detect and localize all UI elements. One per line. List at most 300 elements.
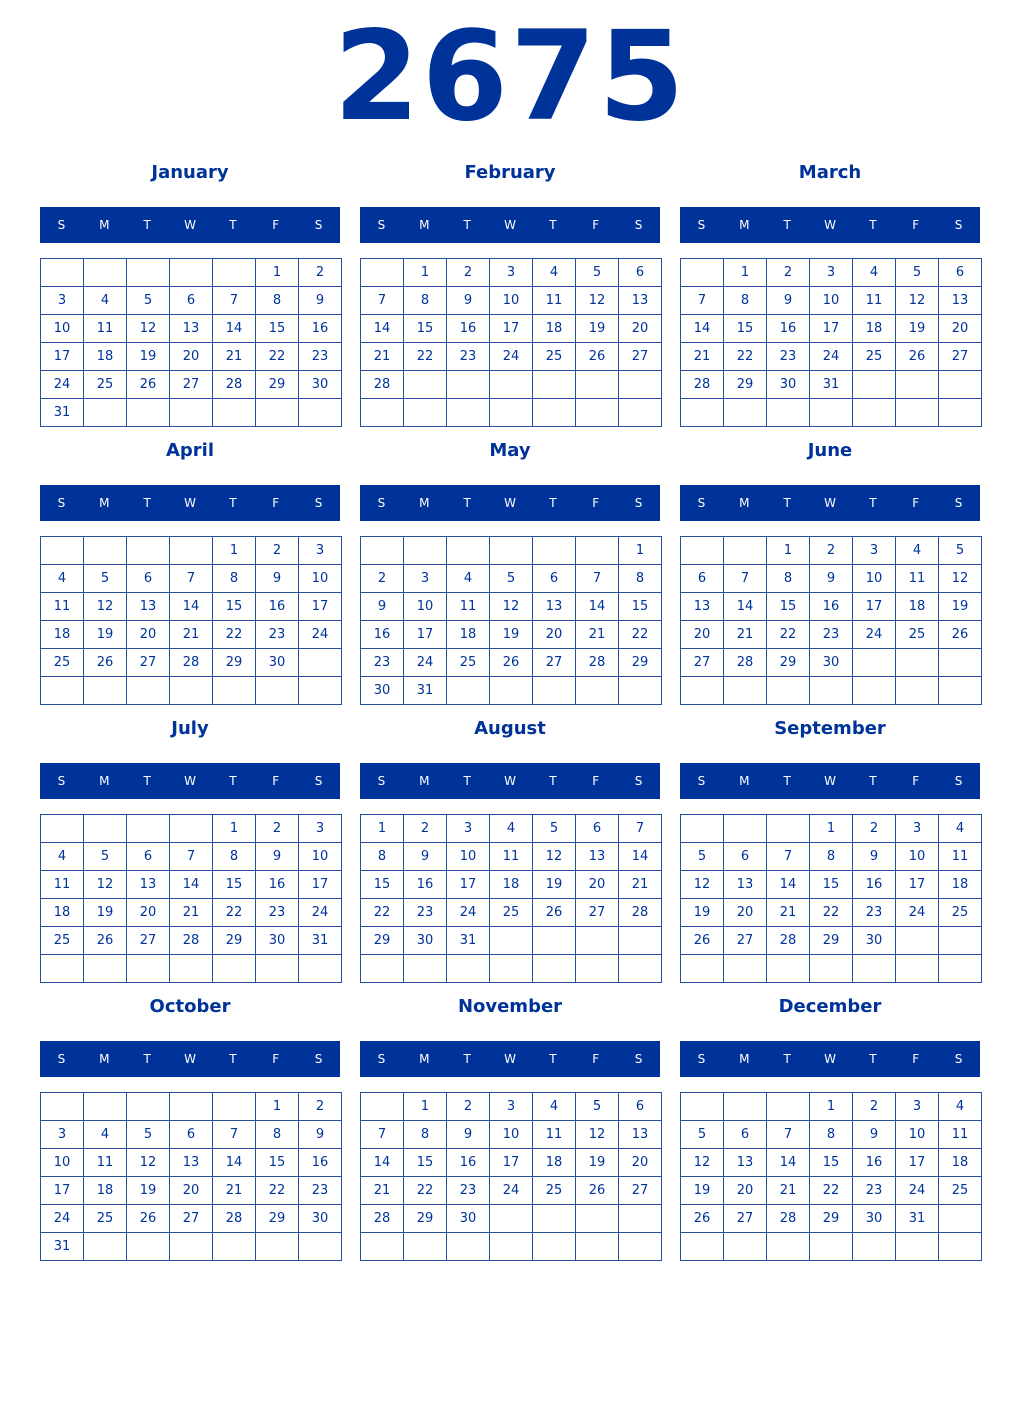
- day-cell: 18: [939, 871, 982, 899]
- weekday-label: W: [824, 774, 836, 788]
- month-name: March: [798, 162, 862, 183]
- weekday-label: S: [697, 496, 706, 510]
- day-cell: 21: [361, 1177, 404, 1205]
- day-cell: 16: [404, 871, 447, 899]
- day-cell: 5: [127, 1121, 170, 1149]
- day-cell: 2: [256, 815, 299, 843]
- week-row: [41, 593, 342, 621]
- day-cell: [213, 955, 256, 983]
- day-cell: 8: [810, 1121, 853, 1149]
- day-cell: 24: [404, 649, 447, 677]
- day-cell: 25: [853, 343, 896, 371]
- day-cell: 15: [404, 315, 447, 343]
- day-cell: [213, 1093, 256, 1121]
- day-cell: 27: [576, 899, 619, 927]
- day-cell: 2: [256, 537, 299, 565]
- day-cell: [127, 399, 170, 427]
- day-cell: 14: [619, 843, 662, 871]
- day-cell: [490, 1205, 533, 1233]
- weekday-label: T: [869, 218, 877, 232]
- month-name: July: [171, 718, 209, 739]
- day-cell: 28: [724, 649, 767, 677]
- week-row: [681, 537, 982, 565]
- day-cell: 12: [896, 287, 939, 315]
- day-cell: [810, 677, 853, 705]
- weekday-label: W: [184, 1052, 196, 1066]
- day-grid: [360, 1092, 662, 1261]
- day-cell: 29: [256, 371, 299, 399]
- day-cell: 15: [810, 1149, 853, 1177]
- day-cell: 20: [533, 621, 576, 649]
- day-cell: 14: [576, 593, 619, 621]
- day-cell: 7: [724, 565, 767, 593]
- weekday-label: S: [954, 496, 963, 510]
- day-cell: 14: [767, 1149, 810, 1177]
- day-cell: 5: [127, 287, 170, 315]
- day-cell: [84, 259, 127, 287]
- week-row: [361, 1121, 662, 1149]
- day-cell: 8: [767, 565, 810, 593]
- weekday-label: T: [229, 218, 237, 232]
- day-cell: 31: [299, 927, 342, 955]
- day-cell: 12: [939, 565, 982, 593]
- weekday-label: M: [419, 218, 430, 232]
- day-cell: 25: [939, 899, 982, 927]
- day-cell: 15: [810, 871, 853, 899]
- week-row: [681, 955, 982, 983]
- day-cell: [127, 1233, 170, 1261]
- day-cell: 18: [41, 621, 84, 649]
- weekday-label: T: [783, 1052, 791, 1066]
- month-name: October: [149, 996, 231, 1017]
- week-row: [41, 649, 342, 677]
- day-cell: 20: [619, 1149, 662, 1177]
- day-cell: 24: [490, 1177, 533, 1205]
- day-cell: [724, 955, 767, 983]
- day-cell: 2: [447, 1093, 490, 1121]
- day-cell: 19: [681, 899, 724, 927]
- day-cell: 16: [447, 315, 490, 343]
- day-cell: 10: [447, 843, 490, 871]
- day-cell: 1: [404, 259, 447, 287]
- weekday-label: W: [824, 218, 836, 232]
- day-cell: 10: [490, 287, 533, 315]
- day-cell: 30: [299, 371, 342, 399]
- day-cell: 4: [447, 565, 490, 593]
- weekday-label: F: [912, 1052, 920, 1066]
- weekday-label: T: [229, 496, 237, 510]
- week-row: [681, 927, 982, 955]
- day-cell: 17: [41, 1177, 84, 1205]
- weekday-label: W: [504, 496, 516, 510]
- day-cell: 14: [767, 871, 810, 899]
- day-cell: 26: [127, 371, 170, 399]
- weekday-label: T: [143, 496, 151, 510]
- day-cell: 8: [213, 565, 256, 593]
- day-cell: 1: [256, 259, 299, 287]
- day-cell: 25: [533, 343, 576, 371]
- day-cell: 4: [84, 287, 127, 315]
- day-cell: 5: [681, 843, 724, 871]
- weekday-label: T: [549, 1052, 557, 1066]
- weekday-label: F: [592, 774, 600, 788]
- day-cell: [533, 927, 576, 955]
- week-row: [41, 899, 342, 927]
- day-cell: [533, 371, 576, 399]
- day-cell: 27: [681, 649, 724, 677]
- day-cell: 23: [256, 621, 299, 649]
- day-cell: 6: [170, 287, 213, 315]
- day-cell: 24: [490, 343, 533, 371]
- day-cell: [896, 927, 939, 955]
- day-cell: 30: [767, 371, 810, 399]
- day-cell: 19: [576, 315, 619, 343]
- day-cell: 14: [213, 315, 256, 343]
- day-cell: 1: [361, 815, 404, 843]
- week-row: [41, 843, 342, 871]
- day-cell: 24: [896, 899, 939, 927]
- day-cell: [896, 399, 939, 427]
- weekday-header: [360, 485, 660, 521]
- day-cell: [361, 537, 404, 565]
- day-cell: 18: [939, 1149, 982, 1177]
- day-cell: 10: [41, 315, 84, 343]
- day-cell: 23: [853, 899, 896, 927]
- day-cell: 2: [447, 259, 490, 287]
- day-cell: 1: [619, 537, 662, 565]
- week-row: [681, 649, 982, 677]
- day-cell: [361, 1093, 404, 1121]
- day-cell: 12: [84, 871, 127, 899]
- week-row: [361, 955, 662, 983]
- day-cell: 26: [490, 649, 533, 677]
- day-cell: 14: [361, 315, 404, 343]
- day-cell: 7: [681, 287, 724, 315]
- day-cell: 29: [361, 927, 404, 955]
- day-cell: 12: [681, 871, 724, 899]
- day-cell: [724, 1233, 767, 1261]
- day-cell: 18: [896, 593, 939, 621]
- day-cell: 17: [896, 1149, 939, 1177]
- week-row: [681, 565, 982, 593]
- week-row: [41, 1177, 342, 1205]
- weekday-header: [360, 207, 660, 243]
- day-cell: 1: [256, 1093, 299, 1121]
- day-cell: 27: [170, 371, 213, 399]
- weekday-label: F: [592, 218, 600, 232]
- day-cell: [41, 815, 84, 843]
- day-cell: [447, 1233, 490, 1261]
- day-cell: 8: [724, 287, 767, 315]
- weekday-label: S: [377, 1052, 386, 1066]
- day-cell: 30: [853, 1205, 896, 1233]
- day-cell: 27: [170, 1205, 213, 1233]
- day-cell: 25: [939, 1177, 982, 1205]
- day-cell: [127, 815, 170, 843]
- day-cell: 30: [361, 677, 404, 705]
- day-cell: 18: [490, 871, 533, 899]
- weekday-header: [680, 485, 980, 521]
- day-grid: [360, 536, 662, 705]
- day-cell: 14: [724, 593, 767, 621]
- day-cell: 19: [896, 315, 939, 343]
- week-row: [361, 815, 662, 843]
- day-cell: [256, 955, 299, 983]
- week-row: [681, 1093, 982, 1121]
- day-cell: 1: [724, 259, 767, 287]
- day-cell: [619, 955, 662, 983]
- day-cell: [681, 955, 724, 983]
- day-cell: 15: [256, 1149, 299, 1177]
- day-cell: [41, 259, 84, 287]
- day-cell: 29: [810, 1205, 853, 1233]
- day-cell: 18: [533, 315, 576, 343]
- weekday-label: F: [912, 774, 920, 788]
- day-cell: 14: [170, 593, 213, 621]
- day-cell: [533, 955, 576, 983]
- day-cell: 18: [533, 1149, 576, 1177]
- day-cell: 25: [490, 899, 533, 927]
- week-row: [681, 287, 982, 315]
- day-cell: 23: [404, 899, 447, 927]
- day-cell: [681, 815, 724, 843]
- day-cell: 2: [853, 1093, 896, 1121]
- week-row: [681, 371, 982, 399]
- day-cell: 27: [724, 927, 767, 955]
- day-cell: 21: [619, 871, 662, 899]
- day-cell: 2: [299, 259, 342, 287]
- day-cell: [576, 955, 619, 983]
- day-cell: 22: [724, 343, 767, 371]
- day-cell: [299, 955, 342, 983]
- day-cell: [619, 927, 662, 955]
- day-cell: 16: [299, 1149, 342, 1177]
- weekday-label: W: [504, 218, 516, 232]
- day-grid: [40, 536, 342, 705]
- day-cell: [939, 1233, 982, 1261]
- day-cell: 21: [724, 621, 767, 649]
- day-cell: 22: [810, 899, 853, 927]
- day-cell: 8: [810, 843, 853, 871]
- day-cell: [619, 677, 662, 705]
- weekday-label: S: [697, 774, 706, 788]
- day-cell: 27: [939, 343, 982, 371]
- week-row: [361, 371, 662, 399]
- day-cell: 7: [767, 843, 810, 871]
- week-row: [681, 843, 982, 871]
- day-cell: 25: [84, 371, 127, 399]
- day-cell: 14: [681, 315, 724, 343]
- day-cell: [490, 927, 533, 955]
- weekday-label: W: [504, 1052, 516, 1066]
- day-cell: 11: [447, 593, 490, 621]
- day-cell: 3: [853, 537, 896, 565]
- day-cell: 5: [939, 537, 982, 565]
- day-cell: 13: [170, 315, 213, 343]
- weekday-label: W: [184, 496, 196, 510]
- month-name: February: [464, 162, 556, 183]
- day-cell: 13: [724, 871, 767, 899]
- day-cell: 21: [170, 899, 213, 927]
- day-cell: [619, 1233, 662, 1261]
- day-cell: 10: [810, 287, 853, 315]
- weekday-label: S: [954, 774, 963, 788]
- day-cell: 21: [681, 343, 724, 371]
- day-cell: 2: [299, 1093, 342, 1121]
- weekday-label: W: [184, 774, 196, 788]
- day-cell: 27: [619, 343, 662, 371]
- day-cell: 19: [127, 343, 170, 371]
- day-cell: 22: [810, 1177, 853, 1205]
- weekday-label: M: [99, 774, 110, 788]
- day-cell: 6: [681, 565, 724, 593]
- weekday-label: S: [634, 496, 643, 510]
- day-cell: 1: [404, 1093, 447, 1121]
- year-title: 2675: [333, 5, 687, 149]
- weekday-label: S: [634, 1052, 643, 1066]
- day-cell: 13: [619, 287, 662, 315]
- day-cell: 24: [447, 899, 490, 927]
- day-cell: 19: [84, 621, 127, 649]
- day-cell: 9: [767, 287, 810, 315]
- week-row: [361, 621, 662, 649]
- day-cell: 12: [127, 315, 170, 343]
- day-cell: [170, 399, 213, 427]
- day-cell: 17: [896, 871, 939, 899]
- day-cell: [853, 371, 896, 399]
- day-cell: 23: [853, 1177, 896, 1205]
- day-cell: [84, 1233, 127, 1261]
- day-cell: [41, 955, 84, 983]
- day-cell: 12: [576, 1121, 619, 1149]
- day-cell: 29: [213, 927, 256, 955]
- weekday-label: S: [57, 774, 66, 788]
- day-cell: 8: [619, 565, 662, 593]
- week-row: [41, 371, 342, 399]
- day-cell: 8: [213, 843, 256, 871]
- day-cell: 11: [41, 871, 84, 899]
- weekday-label: T: [463, 774, 471, 788]
- day-cell: 9: [447, 287, 490, 315]
- day-cell: [724, 815, 767, 843]
- day-cell: 13: [724, 1149, 767, 1177]
- day-cell: 17: [404, 621, 447, 649]
- weekday-label: S: [954, 1052, 963, 1066]
- week-row: [41, 871, 342, 899]
- week-row: [361, 1233, 662, 1261]
- day-cell: 3: [896, 815, 939, 843]
- week-row: [361, 259, 662, 287]
- day-cell: 28: [681, 371, 724, 399]
- weekday-label: T: [869, 496, 877, 510]
- day-cell: 29: [619, 649, 662, 677]
- day-cell: 11: [896, 565, 939, 593]
- week-row: [41, 1205, 342, 1233]
- day-cell: 16: [256, 871, 299, 899]
- week-row: [681, 315, 982, 343]
- week-row: [41, 677, 342, 705]
- day-cell: [299, 399, 342, 427]
- day-cell: 4: [490, 815, 533, 843]
- week-row: [361, 649, 662, 677]
- day-grid: [680, 814, 982, 983]
- day-grid: [360, 258, 662, 427]
- day-cell: 1: [767, 537, 810, 565]
- day-cell: [896, 371, 939, 399]
- day-cell: [681, 259, 724, 287]
- week-row: [681, 815, 982, 843]
- day-cell: [404, 371, 447, 399]
- day-cell: 9: [447, 1121, 490, 1149]
- day-cell: 3: [490, 259, 533, 287]
- day-cell: 5: [576, 259, 619, 287]
- day-cell: 17: [447, 871, 490, 899]
- weekday-label: M: [99, 218, 110, 232]
- day-cell: 29: [767, 649, 810, 677]
- day-cell: 6: [724, 1121, 767, 1149]
- day-cell: 6: [170, 1121, 213, 1149]
- day-cell: 9: [256, 843, 299, 871]
- day-cell: [170, 677, 213, 705]
- day-cell: 8: [404, 1121, 447, 1149]
- day-cell: 9: [299, 1121, 342, 1149]
- week-row: [361, 1093, 662, 1121]
- day-cell: 23: [299, 1177, 342, 1205]
- day-cell: 19: [490, 621, 533, 649]
- day-cell: [896, 1233, 939, 1261]
- day-cell: [939, 371, 982, 399]
- week-row: [681, 593, 982, 621]
- day-cell: 10: [896, 1121, 939, 1149]
- day-cell: 28: [170, 927, 213, 955]
- day-cell: [767, 955, 810, 983]
- day-cell: [170, 955, 213, 983]
- day-cell: 24: [41, 371, 84, 399]
- weekday-label: S: [634, 218, 643, 232]
- month-name: November: [457, 996, 563, 1017]
- week-row: [41, 287, 342, 315]
- week-row: [41, 815, 342, 843]
- day-cell: 30: [256, 927, 299, 955]
- weekday-label: S: [314, 218, 323, 232]
- day-cell: 30: [299, 1205, 342, 1233]
- day-cell: 2: [404, 815, 447, 843]
- day-cell: [41, 677, 84, 705]
- day-cell: 7: [619, 815, 662, 843]
- day-cell: 12: [84, 593, 127, 621]
- day-cell: 9: [256, 565, 299, 593]
- day-cell: [681, 537, 724, 565]
- day-cell: 25: [447, 649, 490, 677]
- day-cell: [853, 1233, 896, 1261]
- week-row: [361, 593, 662, 621]
- day-cell: 6: [533, 565, 576, 593]
- week-row: [361, 1177, 662, 1205]
- day-cell: [447, 371, 490, 399]
- month-name: May: [489, 440, 531, 461]
- day-cell: [361, 1233, 404, 1261]
- day-cell: [127, 677, 170, 705]
- day-cell: 18: [41, 899, 84, 927]
- day-cell: [213, 1233, 256, 1261]
- day-cell: 16: [361, 621, 404, 649]
- day-cell: 2: [810, 537, 853, 565]
- day-cell: 5: [84, 565, 127, 593]
- day-cell: 28: [213, 1205, 256, 1233]
- day-cell: [361, 955, 404, 983]
- day-cell: [404, 399, 447, 427]
- day-cell: 17: [299, 593, 342, 621]
